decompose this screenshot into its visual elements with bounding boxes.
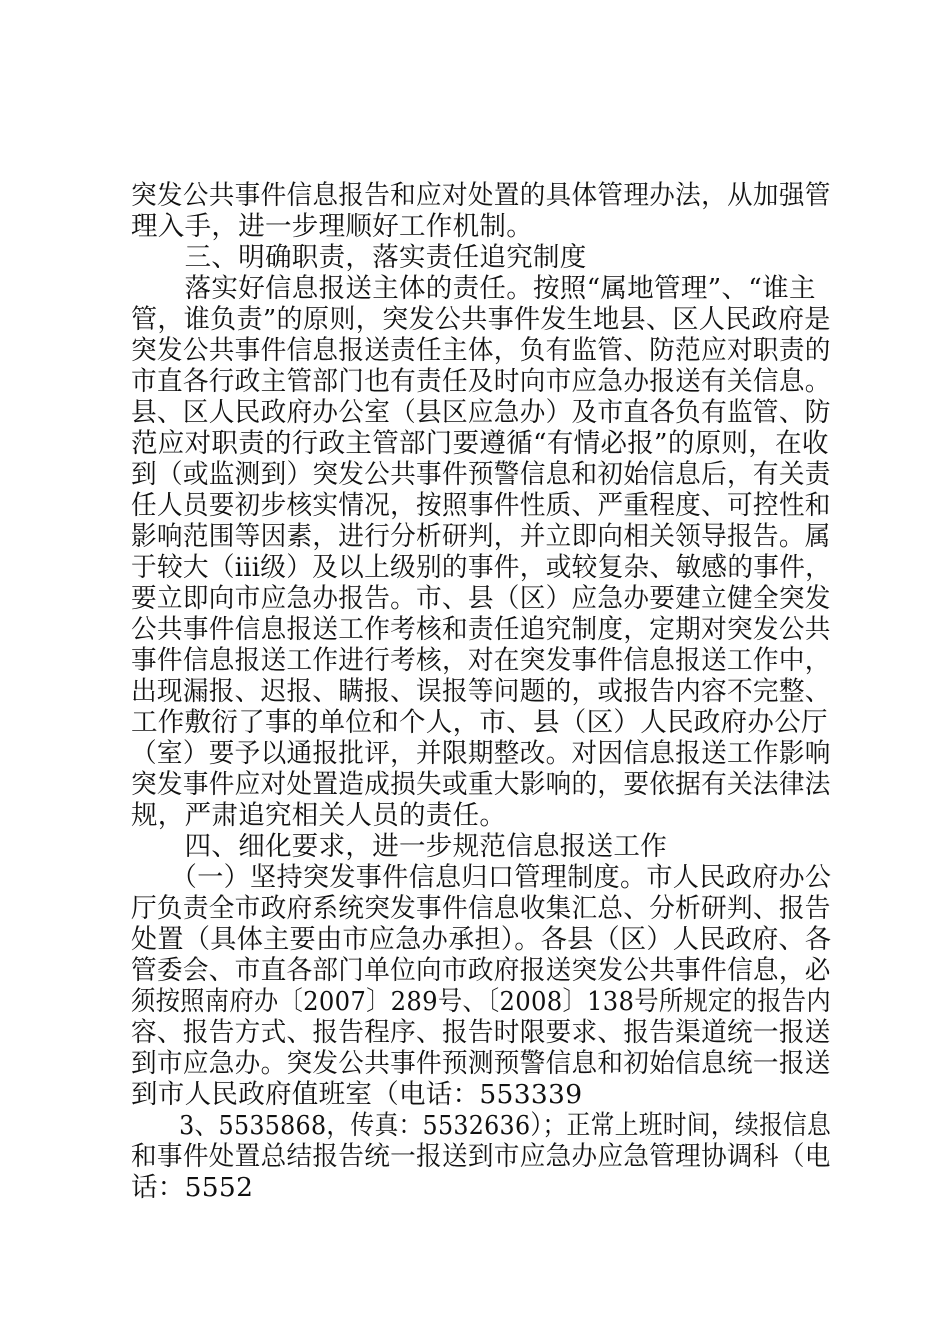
- text-line: 任人员要初步核实情况，按照事件性质、严重程度、可控性和: [131, 490, 831, 521]
- text-line: 和事件处置总结报告统一报送到市应急办应急管理协调科（电: [131, 1141, 831, 1172]
- text-line: 厅负责全市政府系统突发事件信息收集汇总、分析研判、报告: [131, 893, 831, 924]
- text-line: 要立即向市应急办报告。市、县（区）应急办要建立健全突发: [131, 583, 831, 614]
- text-line: 到（或监测到）突发公共事件预警信息和初始信息后，有关责: [131, 459, 831, 490]
- text-line: 处置（具体主要由市应急办承担）。各县（区）人民政府、各: [131, 924, 832, 955]
- text-line: 于较大（iii级）及以上级别的事件，或较复杂、敏感的事件，: [131, 552, 832, 583]
- text-line: 管委会、市直各部门单位向市政府报送突发公共事件信息，必: [131, 955, 831, 986]
- text-line: 事件信息报送工作进行考核，对在突发事件信息报送工作中，: [131, 645, 831, 676]
- text-line: 落实好信息报送主体的责任。按照“属地管理”、“谁主: [131, 273, 816, 304]
- text-line: 理入手，进一步理顺好工作机制。: [131, 211, 533, 242]
- text-line: 出现漏报、迟报、瞒报、误报等问题的，或报告内容不完整、: [131, 676, 831, 707]
- text-line: 3、5535868，传真：5532636）；正常上班时间，续报信息: [131, 1110, 832, 1141]
- text-line: 突发公共事件信息报告和应对处置的具体管理办法，从加强管: [131, 180, 831, 211]
- text-line: 须按照南府办〔2007〕289号、〔2008〕138号所规定的报告内: [131, 986, 831, 1017]
- text-line: 突发公共事件信息报送责任主体，负有监管、防范应对职责的: [131, 335, 831, 366]
- text-line: 管，谁负责”的原则，突发公共事件发生地县、区人民政府是: [131, 304, 831, 335]
- text-line: 工作敷衍了事的单位和个人，市、县（区）人民政府办公厅: [131, 707, 828, 738]
- text-line: 容、报告方式、报告程序、报告时限要求、报告渠道统一报送: [131, 1017, 831, 1048]
- text-line: 话：5552: [131, 1172, 254, 1203]
- text-line: 到市应急办。突发公共事件预测预警信息和初始信息统一报送: [131, 1048, 831, 1079]
- text-line: 规，严肃追究相关人员的责任。: [131, 800, 507, 831]
- text-line: 公共事件信息报送工作考核和责任追究制度，定期对突发公共: [131, 614, 831, 645]
- text-line: 县、区人民政府办公室（县区应急办）及市直各负有监管、防: [131, 397, 831, 428]
- text-line: （室）要予以通报批评，并限期整改。对因信息报送工作影响: [131, 738, 831, 769]
- section-heading: 三、明确职责，落实责任追究制度: [131, 242, 587, 273]
- text-line: 影响范围等因素，进行分析研判，并立即向相关领导报告。属: [131, 521, 831, 552]
- text-line: 市直各行政主管部门也有责任及时向市应急办报送有关信息。: [131, 366, 831, 397]
- text-line: 突发事件应对处置造成损失或重大影响的，要依据有关法律法: [131, 769, 831, 800]
- text-line: （一）坚持突发事件信息归口管理制度。市人民政府办公: [131, 862, 832, 893]
- section-heading: 四、细化要求，进一步规范信息报送工作: [131, 831, 667, 862]
- text-line: 到市人民政府值班室（电话：553339: [131, 1079, 583, 1110]
- text-line: 范应对职责的行政主管部门要遵循“有情必报”的原则，在收: [131, 428, 829, 459]
